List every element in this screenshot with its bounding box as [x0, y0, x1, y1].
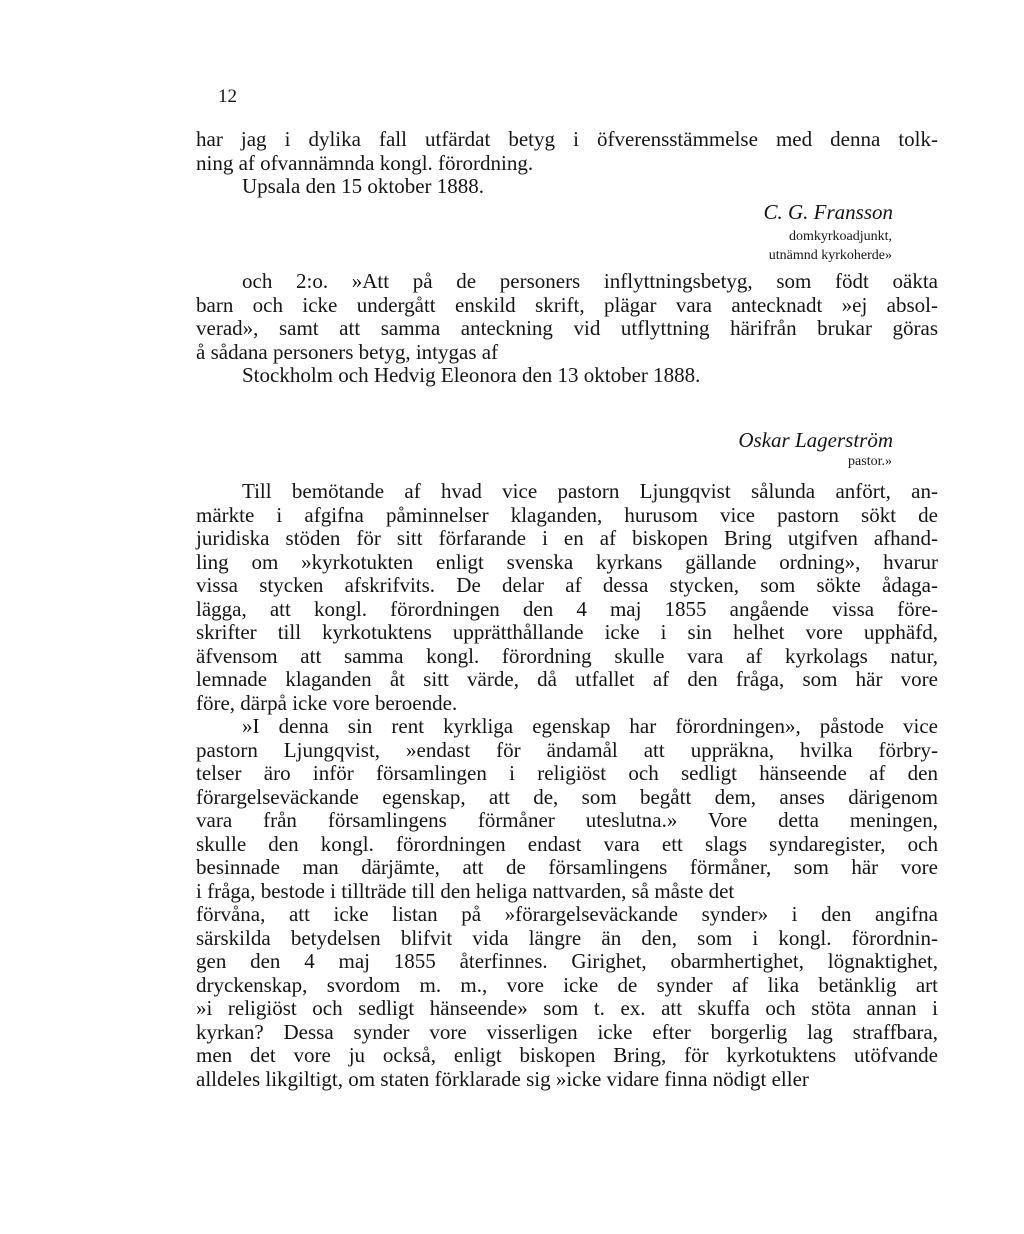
page-number: 12	[218, 86, 237, 107]
text-line: Upsala den 15 oktober 1888.	[242, 174, 485, 198]
paragraph-1	[196, 128, 938, 199]
text-line: lemnade klaganden åt sitt värde, då utfallet af den fråga, som här vore	[196, 667, 938, 691]
text-line: vissa stycken afskrifvits. De delar af dessa stycken, som sökte ådaga-	[196, 573, 938, 597]
text-line: förvåna, att icke listan på »förargelseväckande synder» i den angifna	[196, 902, 938, 926]
text-line: förargelseväckande egenskap, att de, som begått dem, anses därigenom	[196, 784, 938, 809]
text-line: pastorn Ljungqvist, »endast för ändamål att uppräkna, hvilka förbry-	[196, 737, 938, 762]
text-line: skrifter till kyrkotuktens upprätthållande icke i sin helhet vore upphäfd,	[196, 620, 938, 644]
text-line: skulle den kongl. förordningen endast vara ett slags syndaregister, och	[196, 831, 938, 856]
text-line: »I denna sin rent kyrkliga egenskap har förordningen», påstode vice	[242, 714, 938, 738]
text-line: märkte i afgifna påminnelser klaganden, hurusom vice pastorn sökt de	[196, 502, 938, 527]
text-line: besinnade man därjämte, att de församlingens förmåner, som här vore	[196, 855, 938, 879]
text-line: särskilda betydelsen blifvit vida längre än den, som i kongl. förordnin-	[196, 925, 938, 950]
text-line: ning af ofvannämnda kongl. förordning.	[196, 150, 534, 175]
text-line: i fråga, bestode i tillträde till den heliga nattvarden, så måste det	[196, 878, 735, 903]
paragraph-4	[196, 715, 938, 1091]
text-line: »i religiöst och sedligt hänseende» som t. ex. att skuffa och stöta annan i	[196, 996, 938, 1020]
text-line: å sådana personers betyg, intygas af	[196, 339, 499, 364]
text-line: alldeles likgiltigt, om staten förklarade sig »icke vidare finna nödigt eller	[196, 1066, 809, 1091]
text-line: barn och icke undergått enskild skrift, plägar vara antecknadt »ej absol-	[196, 292, 938, 317]
text-line: ling om »kyrkotukten enligt svenska kyrkans gällande ordning», hvarur	[196, 549, 938, 574]
text-line: Stockholm och Hedvig Eleonora den 13 oktober 1888.	[242, 363, 701, 387]
text-line: vara från församlingens förmåner uteslutna.» Vore detta meningen,	[196, 808, 938, 832]
signature-2-name: Oskar Lagerström	[738, 428, 893, 452]
text-line: kyrkan? Dessa synder vore visserligen icke efter borgerlig lag straffbara,	[196, 1019, 938, 1044]
paragraph-2	[196, 270, 938, 388]
text-line: Till bemötande af hvad vice pastorn Ljungqvist sålunda anfört, an-	[242, 479, 938, 503]
signature-1-title-line-2: utnämnd kyrkoherde»	[768, 248, 892, 263]
text-line: lägga, att kongl. förordningen den 4 maj 1855 angående vissa före-	[196, 596, 938, 621]
text-line: juridiska stöden för sitt förfarande i en af biskopen Bring utgifven afhand-	[196, 526, 938, 550]
text-line: dryckenskap, svordom m. m., vore icke de synder af lika betänklig art	[196, 972, 938, 997]
text-line: äfvensom att samma kongl. förordning skulle vara af kyrkolags natur,	[196, 643, 938, 668]
text-line: före, därpå icke vore beroende.	[196, 690, 458, 715]
text-line: men det vore ju också, enligt biskopen Bring, för kyrkotuktens utöfvande	[196, 1043, 938, 1067]
text-line: telser äro inför församlingen i religiöst och sedligt hänseende af den	[196, 761, 938, 785]
signature-1-name: C. G. Fransson	[763, 200, 893, 224]
text-line: verad», samt att samma anteckning vid utflyttning härifrån brukar göras	[196, 316, 938, 340]
text-line: gen den 4 maj 1855 återfinnes. Girighet, obarmhertighet, lögnaktighet,	[196, 949, 938, 973]
signature-1-title-line-1: domkyrkoadjunkt,	[788, 229, 892, 244]
text-line: har jag i dylika fall utfärdat betyg i öfverensstämmelse med denna tolk-	[196, 127, 938, 151]
text-line: och 2:o. »Att på de personers inflyttningsbetyg, som födt oäkta	[242, 269, 938, 293]
paragraph-3	[196, 480, 938, 715]
signature-2-title: pastor.»	[848, 454, 892, 469]
